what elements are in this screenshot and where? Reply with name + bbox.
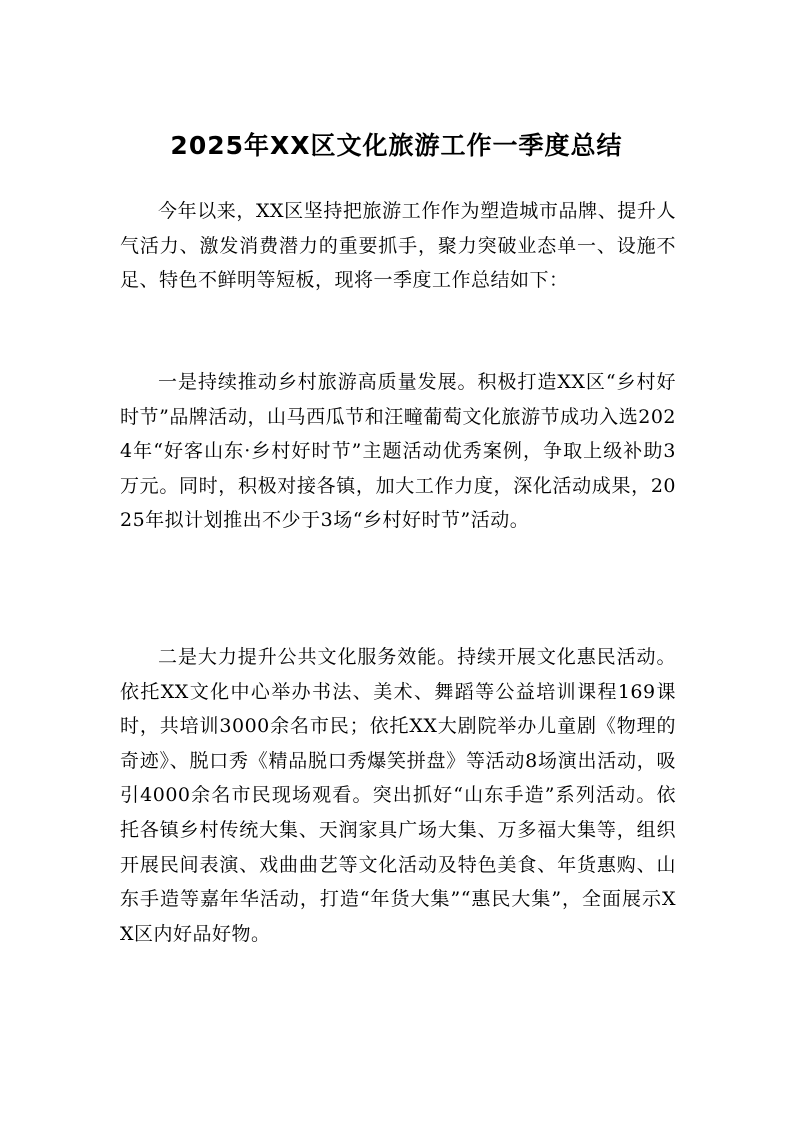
document-title: 2025年XX区文化旅游工作一季度总结: [170, 131, 623, 160]
paragraph-rural-tourism: 一是持续推动乡村旅游高质量发展。积极打造XX区“乡村好时节”品牌活动，山马西瓜节和汪疃葡萄文化旅游节成功入选2024年“好客山东·乡村好时节”主题活动优秀案例，争取上级补助3万元。同时，积极对接各镇，加大工作力度，深化活动成果，2025年拟计划推出不少于3场“乡村好时节”活动。: [120, 371, 676, 532]
paragraph-intro: 今年以来，XX区坚持把旅游工作作为塑造城市品牌、提升人气活力、激发消费潜力的重要抓手，聚力突破业态单一、设施不足、特色不鲜明等短板，现将一季度工作总结如下：: [120, 200, 676, 292]
paragraph-public-culture: 二是大力提升公共文化服务效能。持续开展文化惠民活动。依托XX文化中心举办书法、美术、舞蹈等公益培训课程169课时，共培训3000余名市民；依托XX大剧院举办儿童剧《物理的奇迹》、脱口秀《精品脱口秀爆笑拼盘》等活动8场演出活动，吸引4000余名市民现场观看。突出抓好“山东手造”系列活动。依托各镇乡村传统大集、天润家具广场大集、万多福大集等，组织开展民间表演、戏曲曲艺等文化活动及特色美食、年货惠购、山东手造等嘉年华活动，打造“年货大集”“惠民大集”，全面展示XX区内好品好物。: [120, 646, 676, 945]
